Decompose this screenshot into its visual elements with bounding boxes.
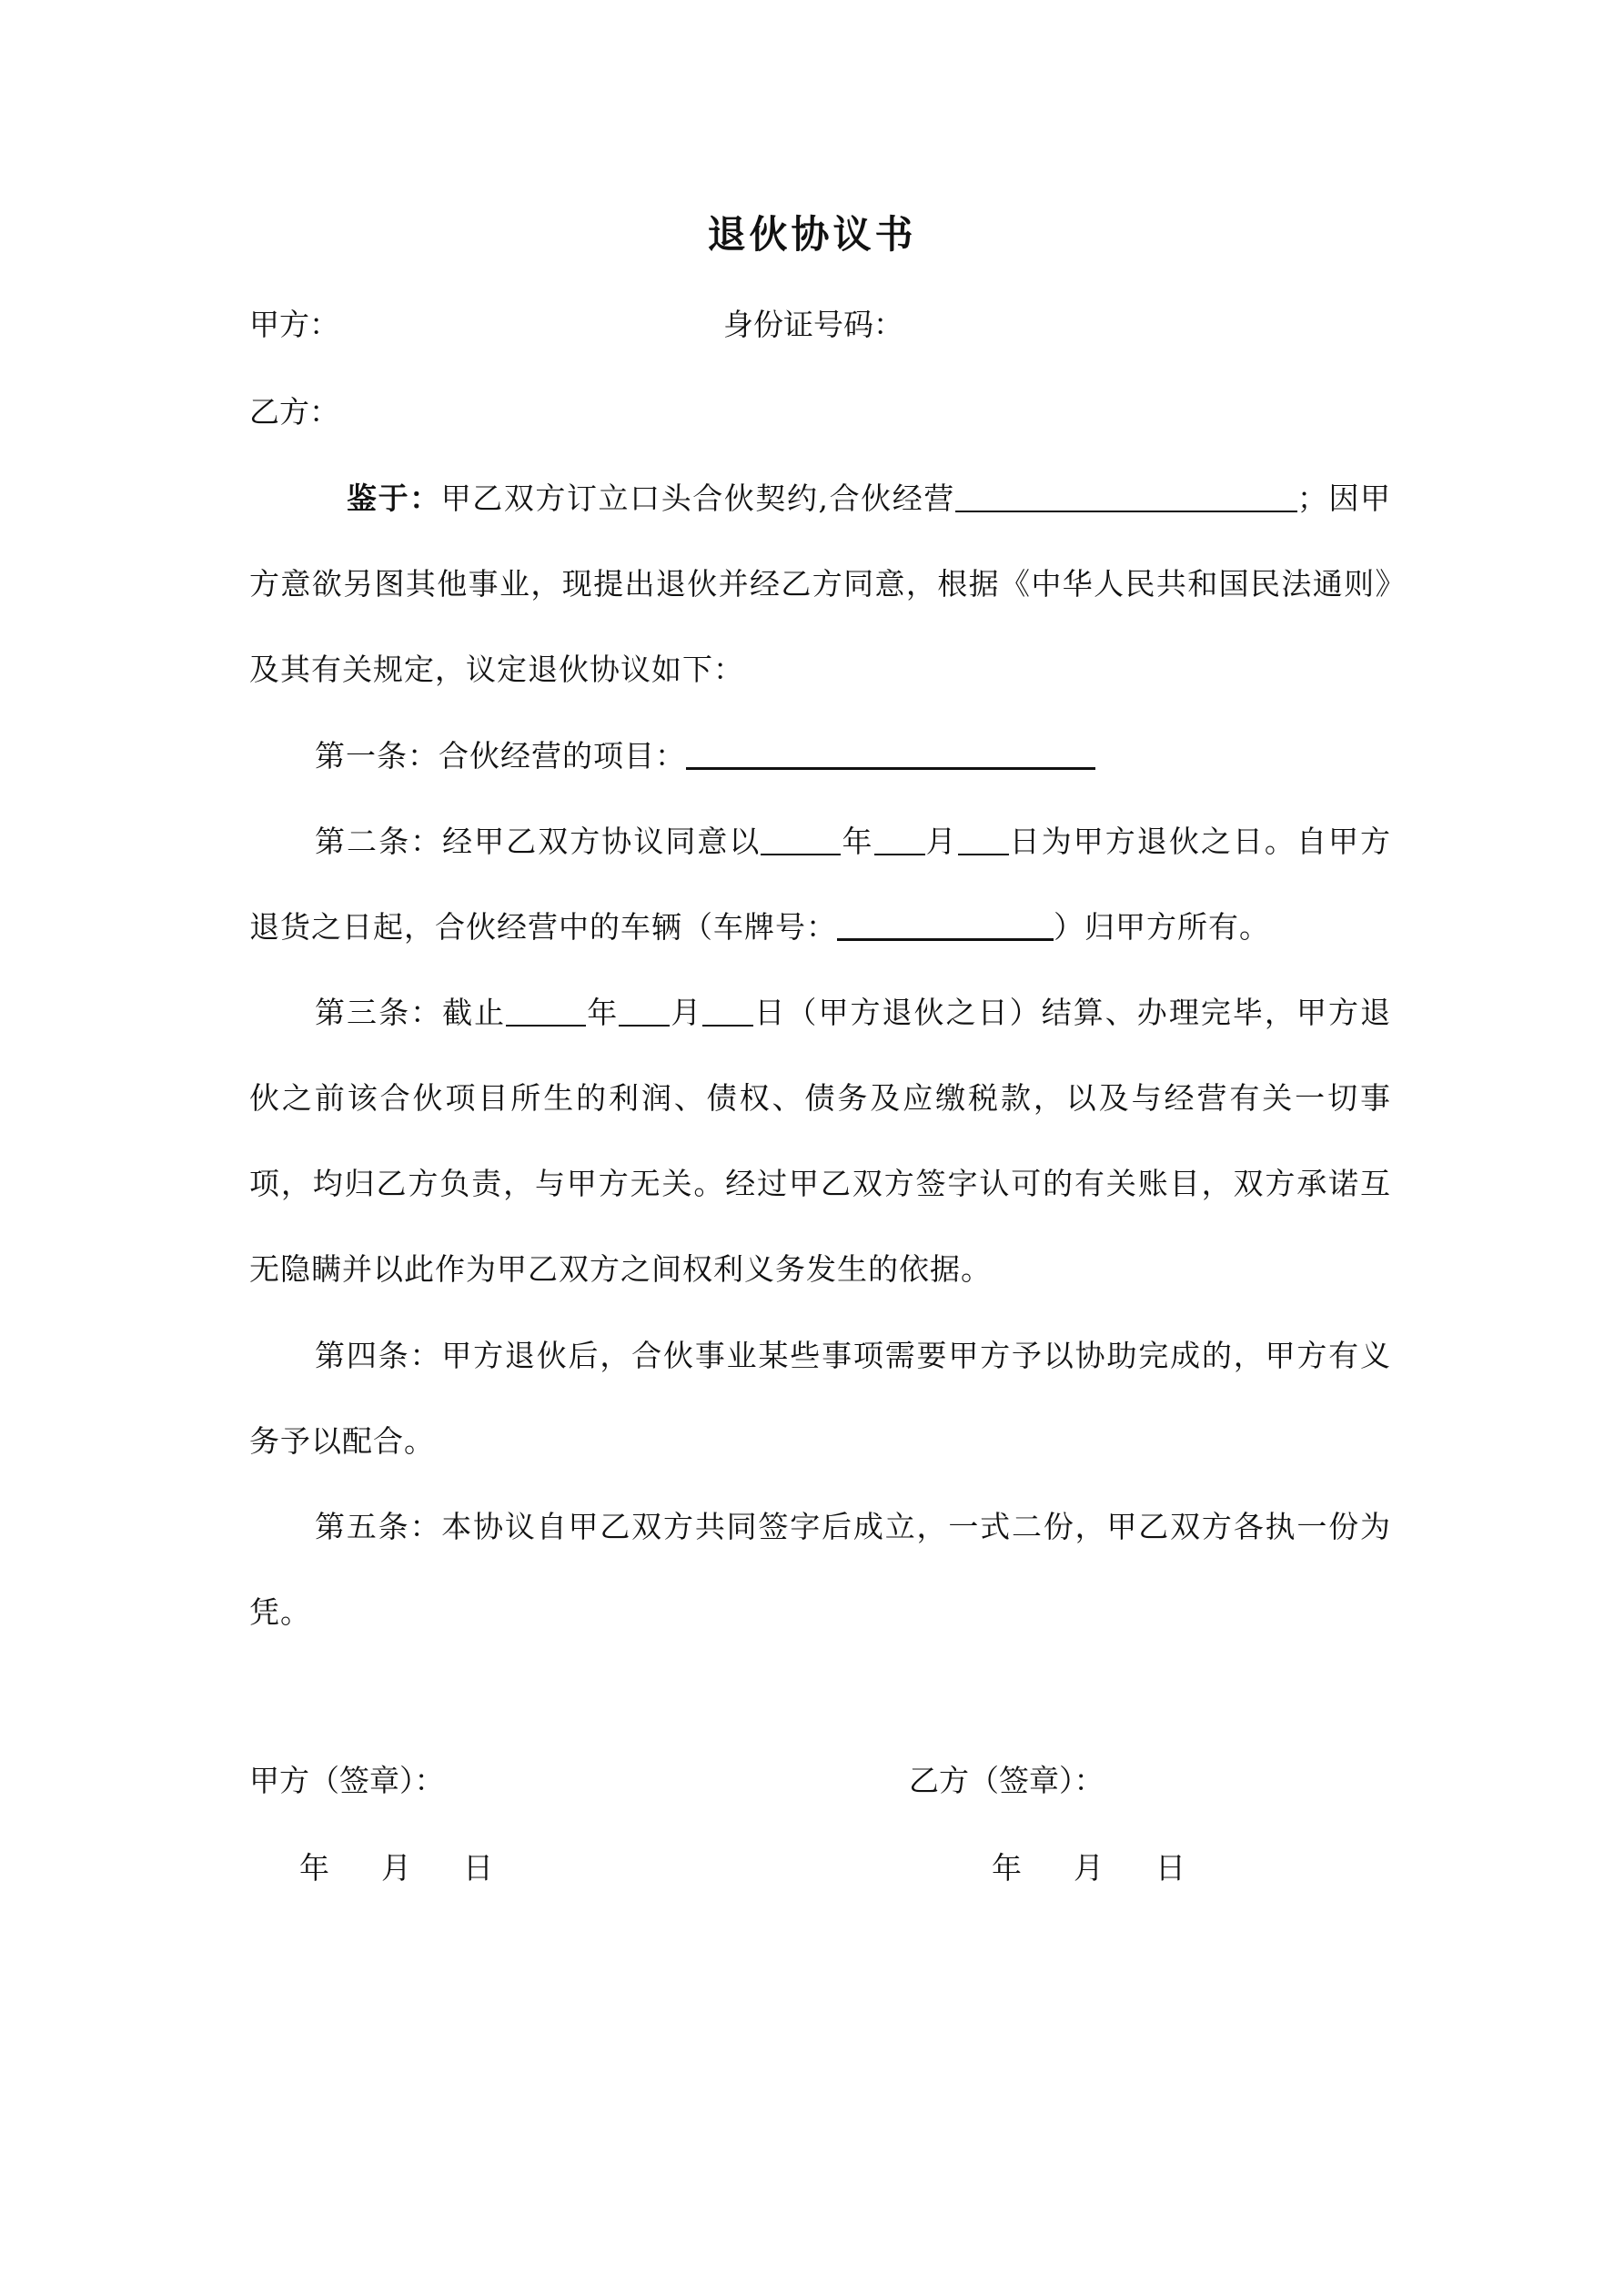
exit-month-blank bbox=[874, 826, 925, 855]
party-a-date-year: 年 bbox=[299, 1850, 329, 1886]
article-4-text: 第四条：甲方退伙后，合伙事业某些事项需要甲方予以协助完成的，甲方有义务予以配合。 bbox=[249, 1338, 1391, 1459]
party-b-date-day: 日 bbox=[1155, 1850, 1185, 1886]
article-2-year: 年 bbox=[841, 824, 874, 859]
article-5-text: 第五条：本协议自甲乙双方共同签字后成立，一式二份，甲乙双方各执一份为凭。 bbox=[249, 1509, 1391, 1630]
recital-paragraph bbox=[249, 456, 1391, 713]
document-title: 退伙协议书 bbox=[707, 212, 917, 257]
article-2-text-1: 第二条：经甲乙双方协议同意以 bbox=[315, 824, 762, 859]
party-b-label: 乙方： bbox=[249, 394, 339, 430]
party-a-date-day: 日 bbox=[463, 1850, 493, 1886]
party-b-date-month: 月 bbox=[1074, 1850, 1104, 1886]
party-b-date-year: 年 bbox=[992, 1850, 1022, 1886]
article-5 bbox=[249, 1484, 1391, 1655]
party-a-signature-date bbox=[299, 1846, 493, 1891]
exit-day-blank bbox=[958, 826, 1009, 855]
party-b-signature-date bbox=[992, 1846, 1185, 1891]
party-a-signature-label: 甲方（签章）： bbox=[249, 1763, 445, 1798]
article-3-text-1: 第三条：截止 bbox=[315, 995, 507, 1030]
settlement-year-blank bbox=[506, 997, 586, 1027]
plate-number-blank bbox=[837, 911, 1054, 941]
party-a-label: 甲方： bbox=[249, 307, 339, 342]
party-a-date-month: 月 bbox=[381, 1850, 411, 1886]
article-3 bbox=[249, 970, 1391, 1312]
project-blank bbox=[686, 740, 1095, 770]
article-2 bbox=[249, 799, 1391, 970]
article-2-month: 月 bbox=[924, 824, 958, 859]
recital-text-2: ；因甲方意欲另图其他事业，现提出退伙并经乙方同意，根据《中华人民共和国民法通则》及其有关规定，议定退伙协议如下： bbox=[249, 480, 1392, 687]
article-1 bbox=[249, 713, 1391, 799]
party-b-signature-label: 乙方（签章）： bbox=[909, 1763, 1105, 1798]
id-number-label: 身份证号码： bbox=[723, 307, 903, 342]
exit-year-blank bbox=[761, 826, 841, 855]
article-3-year: 年 bbox=[586, 995, 620, 1030]
recital-lead: 鉴于： bbox=[347, 480, 441, 516]
business-blank bbox=[955, 483, 1297, 512]
article-1-text: 第一条：合伙经营的项目： bbox=[315, 738, 686, 774]
article-2-day-text: 日为甲方退伙之日。自甲方退货之日起，合伙经营中的车辆（车牌号： bbox=[249, 824, 1392, 945]
article-2-close-text: ）归甲方所有。 bbox=[1054, 909, 1270, 945]
article-3-month: 月 bbox=[670, 995, 703, 1030]
settlement-month-blank bbox=[619, 997, 670, 1027]
article-3-text-2: 日（甲方退伙之日）结算、办理完毕，甲方退伙之前该合伙项目所生的利润、债权、债务及应缴税款，以及与经营有关一切事项，均归乙方负责，与甲方无关。经过甲乙双方签字认可的有关账目，双方承诺互无隐瞒并以此作为甲乙双方之间权利义务发生的依据。 bbox=[249, 995, 1392, 1287]
article-4 bbox=[249, 1313, 1391, 1484]
recital-text-1: 甲乙双方订立口头合伙契约,合伙经营 bbox=[440, 480, 955, 516]
settlement-day-blank bbox=[702, 997, 753, 1027]
